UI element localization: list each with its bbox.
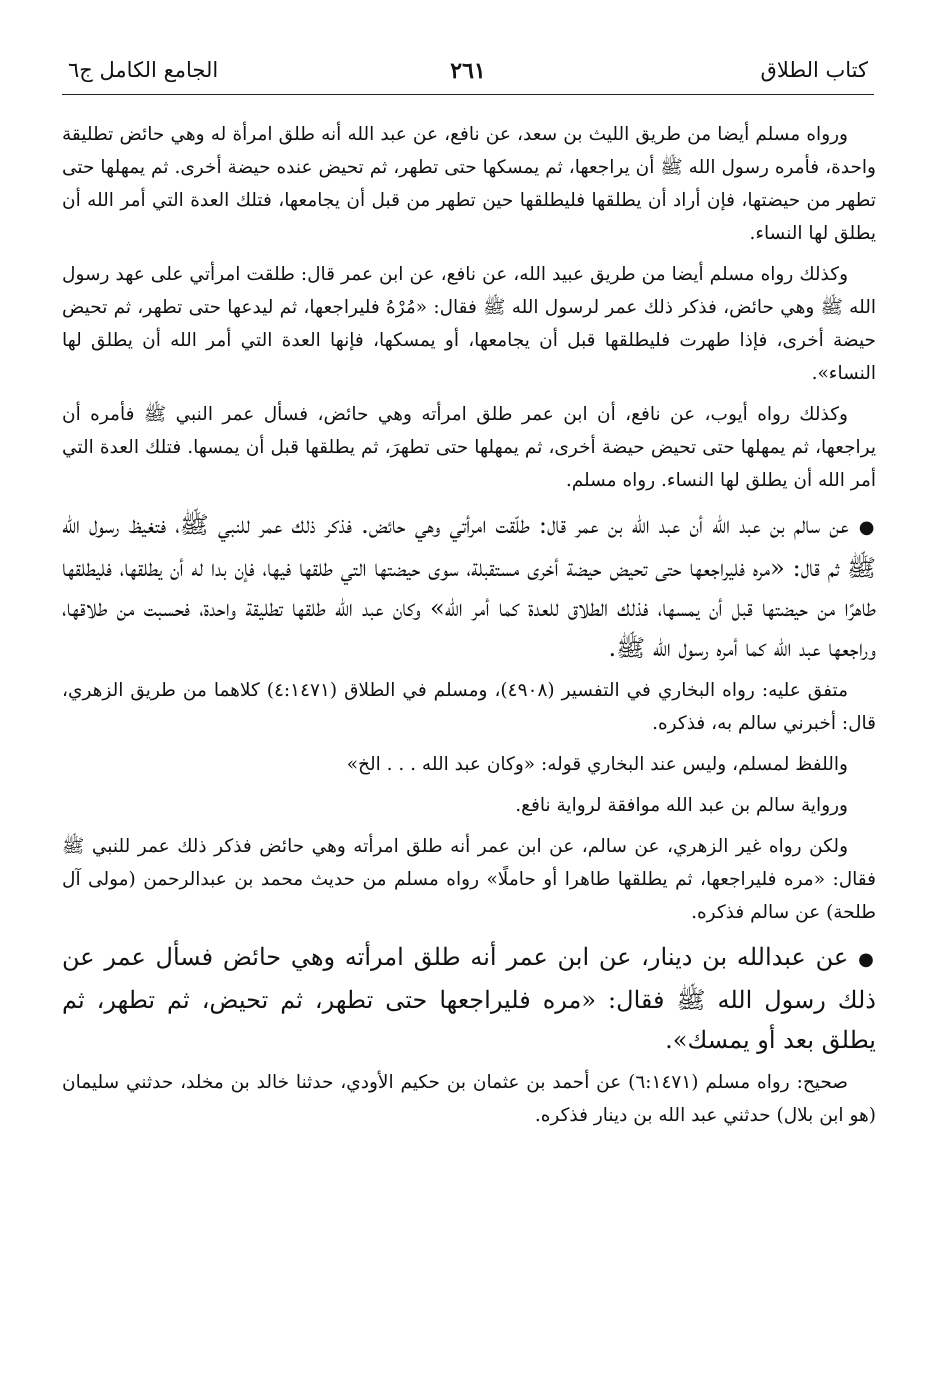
collection-title: الجامع الكامل ج٦ xyxy=(68,58,219,82)
takhrij-paragraph: صحيح: رواه مسلم (٦:١٤٧١) عن أحمد بن عثمان بن حكيم الأودي، حدثنا خالد بن مخلد، حدثني سليمان (هو ابن بلال) حدثني عبد الله بن دينار فذكره. xyxy=(62,1072,876,1126)
page-body xyxy=(62,118,876,1140)
bullet-icon: ● xyxy=(858,517,876,538)
running-header xyxy=(62,52,874,95)
paragraph: واللفظ لمسلم، وليس عند البخاري قوله: «وكان عبد الله . . . الخ» xyxy=(346,754,848,775)
paragraph: وكذلك رواه مسلم أيضا من طريق عبيد الله، عن نافع، عن ابن عمر قال: طلقت امرأتي على عهد رسول الله ﷺ وهي حائض، فذكر ذلك عمر لرسول الله ﷺ فقال: «مُرْهُ فليراجعها، ثم ليدعها حتى تطهر، ثم تحيض حيضة أخرى، فإذا طهرت فليطلقها قبل أن يجامعها، أو يمسكها، فإنها العدة التي أمر الله أن يطلق لها النساء». xyxy=(62,264,876,384)
paragraph: وكذلك رواه أيوب، عن نافع، أن ابن عمر طلق امرأته وهي حائض، فسأل عمر النبي ﷺ فأمره أن يراجعها، ثم يمهلها حتى تحيض حيضة أخرى، ثم يمهلها حتى تطهرَ، ثم يطلقها قبل أن يمسها. فتلك العدة التي أمر الله أن يطلق لها النساء. رواه مسلم. xyxy=(62,404,876,491)
paragraph: ورواية سالم بن عبد الله موافقة لرواية نافع. xyxy=(515,795,848,816)
takhrij-paragraph: متفق عليه: رواه البخاري في التفسير (٤٩٠٨)، ومسلم في الطلاق (٤:١٤٧١) كلاهما من طريق الزهري، قال: أخبرني سالم به، فذكره. xyxy=(62,680,876,734)
paragraph: ولكن رواه غير الزهري، عن سالم، عن ابن عمر أنه طلق امرأته وهي حائض فذكر ذلك عمر للنبي ﷺ فقال: «مره فليراجعها، ثم يطلقها طاهرا أو حاملًا» رواه مسلم من حديث محمد بن عبدالرحمن (مولى آل طلحة) عن سالم فذكره. xyxy=(62,836,876,923)
hadith-paragraph: ●عن عبدالله بن دينار، عن ابن عمر أنه طلق امرأته وهي حائض فسأل عمر عن ذلك رسول الله ﷺ فقال: «مره فليراجعها حتى تطهر، ثم تحيض، ثم تطهر، ثم يطلق بعد أو يمسك». xyxy=(62,943,876,1054)
hadith-paragraph: ●عن سالم بن عبد الله أن عبد الله بن عمر قال: طلّقت امرأتي وهي حائض. فذكر ذلك عمر للنبي ﷺ، فتغيظ رسول الله ﷺ ثم قال: «مره فليراجعها حتى تحيض حيضة أخرى مستقبلة، سوى حيضتها التي طلقها فيها، فإن بدا له أن يطلقها، فليطلقها طاهرًا من حيضتها قبل أن يمسها، فذلك الطلاق للعدة كما أمر الله» وكان عبد الله طلقها تطليقة واحدة، فحسبت من طلاقها، وراجعها عبد الله كما أمره رسول الله ﷺ. xyxy=(62,511,876,662)
book-title: كتاب الطلاق xyxy=(760,58,868,82)
bullet-icon: ● xyxy=(858,949,876,970)
paragraph: ورواه مسلم أيضا من طريق الليث بن سعد، عن نافع، عن عبد الله أنه طلق امرأة له وهي حائض تطليقة واحدة، فأمره رسول الله ﷺ أن يراجعها، ثم يمسكها حتى تطهر، ثم تحيض عنده حيضة أخرى. ثم يمهلها حتى تطهر من حيضتها، فإن أراد أن يطلقها فليطلقها حين تطهر من قبل أن يجامعها، فتلك العدة التي أمر الله أن يطلق لها النساء. xyxy=(62,124,876,244)
page-number: ٢٦١ xyxy=(450,58,486,84)
